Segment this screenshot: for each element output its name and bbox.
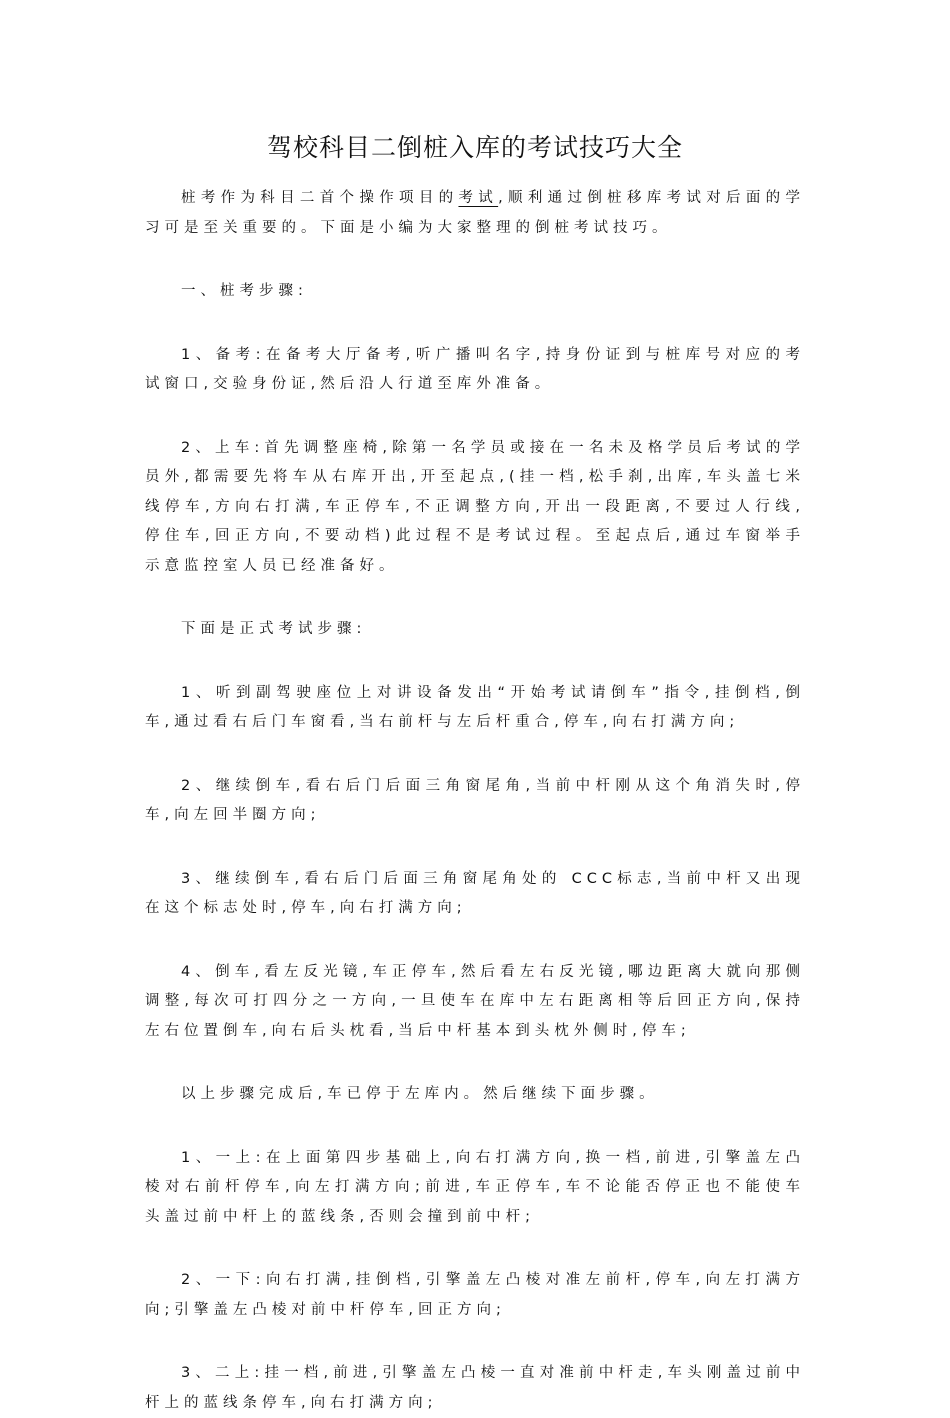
paragraph-step-1: 1、听到副驾驶座位上对讲设备发出“开始考试请倒车”指令,挂倒档,倒车,通过看右后门车窗看,当右前杆与左后杆重合,停车,向右打满方向; (145, 684, 805, 730)
paragraph-after-steps: 以上步骤完成后,车已停于左库内。然后继续下面步骤。 (181, 1086, 659, 1102)
paragraph-step-4: 4、倒车,看左反光镜,车正停车,然后看左右反光镜,哪边距离大就向那侧调整,每次可打四分之一方向,一旦使车在库中左右距离相等后回正方向,保持左右位置倒车,向右后头枕看,当后中杆基本到头枕外侧时,停车; (145, 963, 805, 1039)
paragraph-step-2: 2、继续倒车,看右后门后面三角窗尾角,当前中杆刚从这个角消失时,停车,向左回半圈方向; (145, 777, 805, 823)
paragraph-move-3: 3、二上:挂一档,前进,引擎盖左凸棱一直对准前中杆走,车头刚盖过前中杆上的蓝线条停车,向右打满方向; (145, 1365, 805, 1411)
intro-text-before: 桩考作为科目二首个操作项目的 (181, 190, 459, 206)
section-heading-formal: 下面是正式考试步骤: (181, 621, 367, 637)
paragraph-move-2: 2、一下:向右打满,挂倒档,引擎盖左凸棱对准左前杆,停车,向左打满方向;引擎盖左凸棱对前中杆停车,回正方向; (145, 1272, 805, 1318)
document-body (145, 184, 805, 1418)
intro-underlined-word: 考试 (458, 190, 499, 206)
paragraph-prep-1: 1、备考:在备考大厅备考,听广播叫名字,持身份证到与桩库号对应的考试窗口,交验身份证,然后沿人行道至库外准备。 (145, 346, 805, 392)
paragraph-move-1: 1、一上:在上面第四步基础上,向右打满方向,换一档,前进,引擎盖左凸棱对右前杆停车,向左打满方向;前进,车正停车,车不论能否停正也不能使车头盖过前中杆上的蓝线条,否则会撞到前中杆; (145, 1149, 805, 1225)
document-title: 驾校科目二倒桩入库的考试技巧大全 (266, 133, 683, 162)
paragraph-prep-2: 2、上车:首先调整座椅,除第一名学员或接在一名未及格学员后考试的学员外,都需要先将车从右库开出,开至起点,(挂一档,松手刹,出库,车头盖七米线停车,方向右打满,车正停车,不正调整方向,开出一段距离,不要过人行线,停住车,回正方向,不要动档)此过程不是考试过程。至起点后,通过车窗举手示意监控室人员已经准备好。 (145, 439, 805, 574)
intro-paragraph (145, 184, 805, 243)
intro-text-after: ,顺利通过倒桩移库考试对后面的学习可是至关重要的。下面是小编为大家整理的倒桩考试技巧。 (145, 190, 806, 236)
section-heading-steps: 一、桩考步骤: (181, 283, 308, 299)
paragraph-step-3: 3、继续倒车,看右后门后面三角窗尾角处的 CCC标志,当前中杆又出现在这个标志处时,停车,向右打满方向; (145, 870, 805, 916)
